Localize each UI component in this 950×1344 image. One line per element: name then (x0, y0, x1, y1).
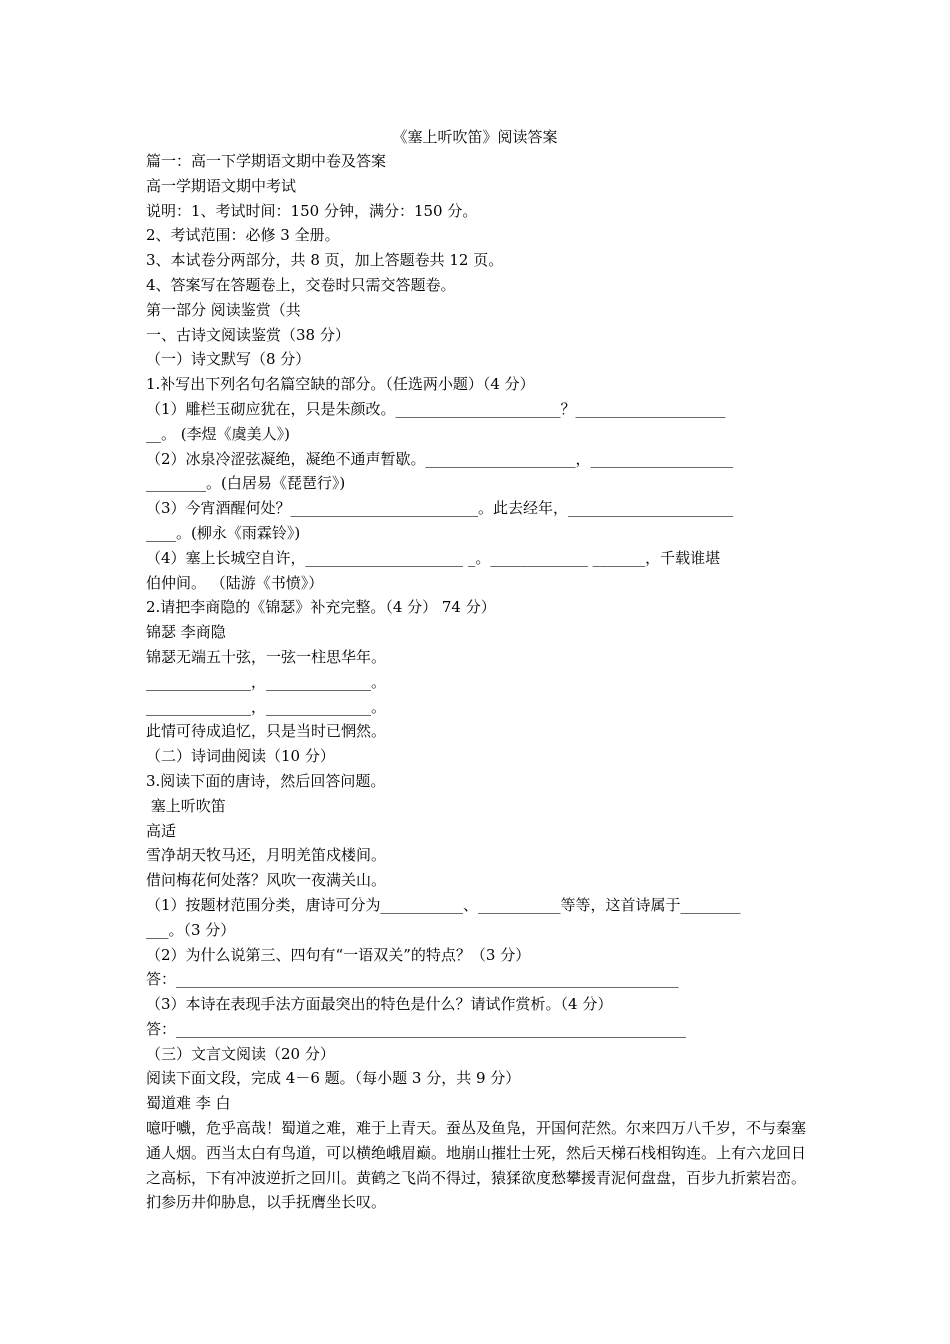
text-line: 高一学期语文期中考试 (146, 176, 297, 195)
text-line: ______________，______________。 (146, 697, 387, 716)
text-line: 锦瑟无端五十弦，一弦一柱思华年。 (146, 647, 387, 666)
text-line: 2.请把李商隐的《锦瑟》补充完整。（4 分） 74 分） (146, 598, 496, 617)
text-line: __。 (李煜《虞美人》) (146, 424, 290, 443)
text-line: 说明：1、考试时间：150 分钟，满分：150 分。 (146, 201, 478, 220)
text-line: 锦瑟 李商隐 (146, 623, 226, 642)
text-line: （2）为什么说第三、四句有“一语双关”的特点？（3 分） (146, 945, 531, 964)
text-line: （三）文言文阅读（20 分） (146, 1044, 335, 1063)
document-title: 《塞上听吹笛》阅读答案 (392, 128, 558, 146)
text-line: 3.阅读下面的唐诗，然后回答问题。 (146, 771, 386, 790)
text-line: （1）雕栏玉砌应犹在，只是朱颜改。______________________？____________________ (146, 399, 726, 418)
text-line: ______________，______________。 (146, 672, 387, 691)
text-line: ___。（3 分） (146, 920, 236, 939)
text-line: 答：____________________________________________________________________ (146, 1019, 687, 1038)
text-line: 借问梅花何处落？风吹一夜满关山。 (146, 871, 387, 890)
document-body (146, 149, 814, 1215)
text-line: （2）冰泉冷涩弦凝绝，凝绝不通声暂歇。____________________，___________________ (146, 449, 734, 468)
text-line: （二）诗词曲阅读（10 分） (146, 747, 335, 766)
text-line: 此情可待成追忆，只是当时已惘然。 (146, 722, 387, 741)
text-line: 高适 (146, 821, 177, 840)
text-line: 2、考试范围：必修 3 全册。 (146, 226, 340, 245)
text-line: （3）本诗在表现手法方面最突出的特色是什么？请试作赏析。（4 分） (146, 995, 613, 1014)
text-line: （1）按题材范围分类，唐诗可分为___________、___________等等，这首诗属于________ (146, 895, 741, 914)
text-line: （3）今宵酒醒何处？_________________________。此去经年，______________________ (146, 499, 734, 518)
text-line: 一、古诗文阅读鉴赏（38 分） (146, 325, 350, 344)
text-line: ____。(柳永《雨霖铃》) (146, 523, 301, 542)
text-line: 第一部分 阅读鉴赏（共 (146, 300, 301, 319)
text-line: （一）诗文默写（8 分） (146, 350, 311, 369)
text-line: 阅读下面文段，完成 4－6 题。（每小题 3 分，共 9 分） (146, 1069, 521, 1088)
text-line: 雪净胡天牧马还，月明羌笛戍楼间。 (146, 846, 387, 865)
text-lines (146, 149, 814, 1116)
text-line: 蜀道难 李 白 (146, 1094, 231, 1113)
text-line: 塞上听吹笛 (146, 796, 226, 815)
text-line: 答：___________________________________________________________________ (146, 970, 679, 989)
text-line: （4）塞上长城空自许，_____________________ _。_____________ _______，千载谁堪 (146, 548, 721, 567)
text-line: 篇一：高一下学期语文期中卷及答案 (146, 152, 387, 170)
text-line: 4、答案写在答题卷上，交卷时只需交答题卷。 (146, 275, 456, 294)
classical-text-paragraph: 噫吁嚱，危乎高哉！蜀道之难，难于上青天。蚕丛及鱼凫，开国何茫然。尔来四万八千岁，不与秦塞通人烟。西当太白有鸟道，可以横绝峨眉巅。地崩山摧壮士死，然后天梯石栈相钩连。上有六龙回日之高标，下有冲波逆折之回川。黄鹤之飞尚不得过，猿猱欲度愁攀援青泥何盘盘，百步九折萦岩峦。扪参历井仰胁息，以手抚膺坐长叹。 (146, 1119, 807, 1212)
text-line: 伯仲间。 （陆游《书愤》） (146, 573, 324, 592)
text-line: ________。(白居易《琵琶行》) (146, 474, 346, 493)
text-line: 1.补写出下列名句名篇空缺的部分。（任选两小题）（4 分） (146, 375, 535, 394)
text-line: 3、本试卷分两部分，共 8 页，加上答题卷共 12 页。 (146, 251, 504, 270)
